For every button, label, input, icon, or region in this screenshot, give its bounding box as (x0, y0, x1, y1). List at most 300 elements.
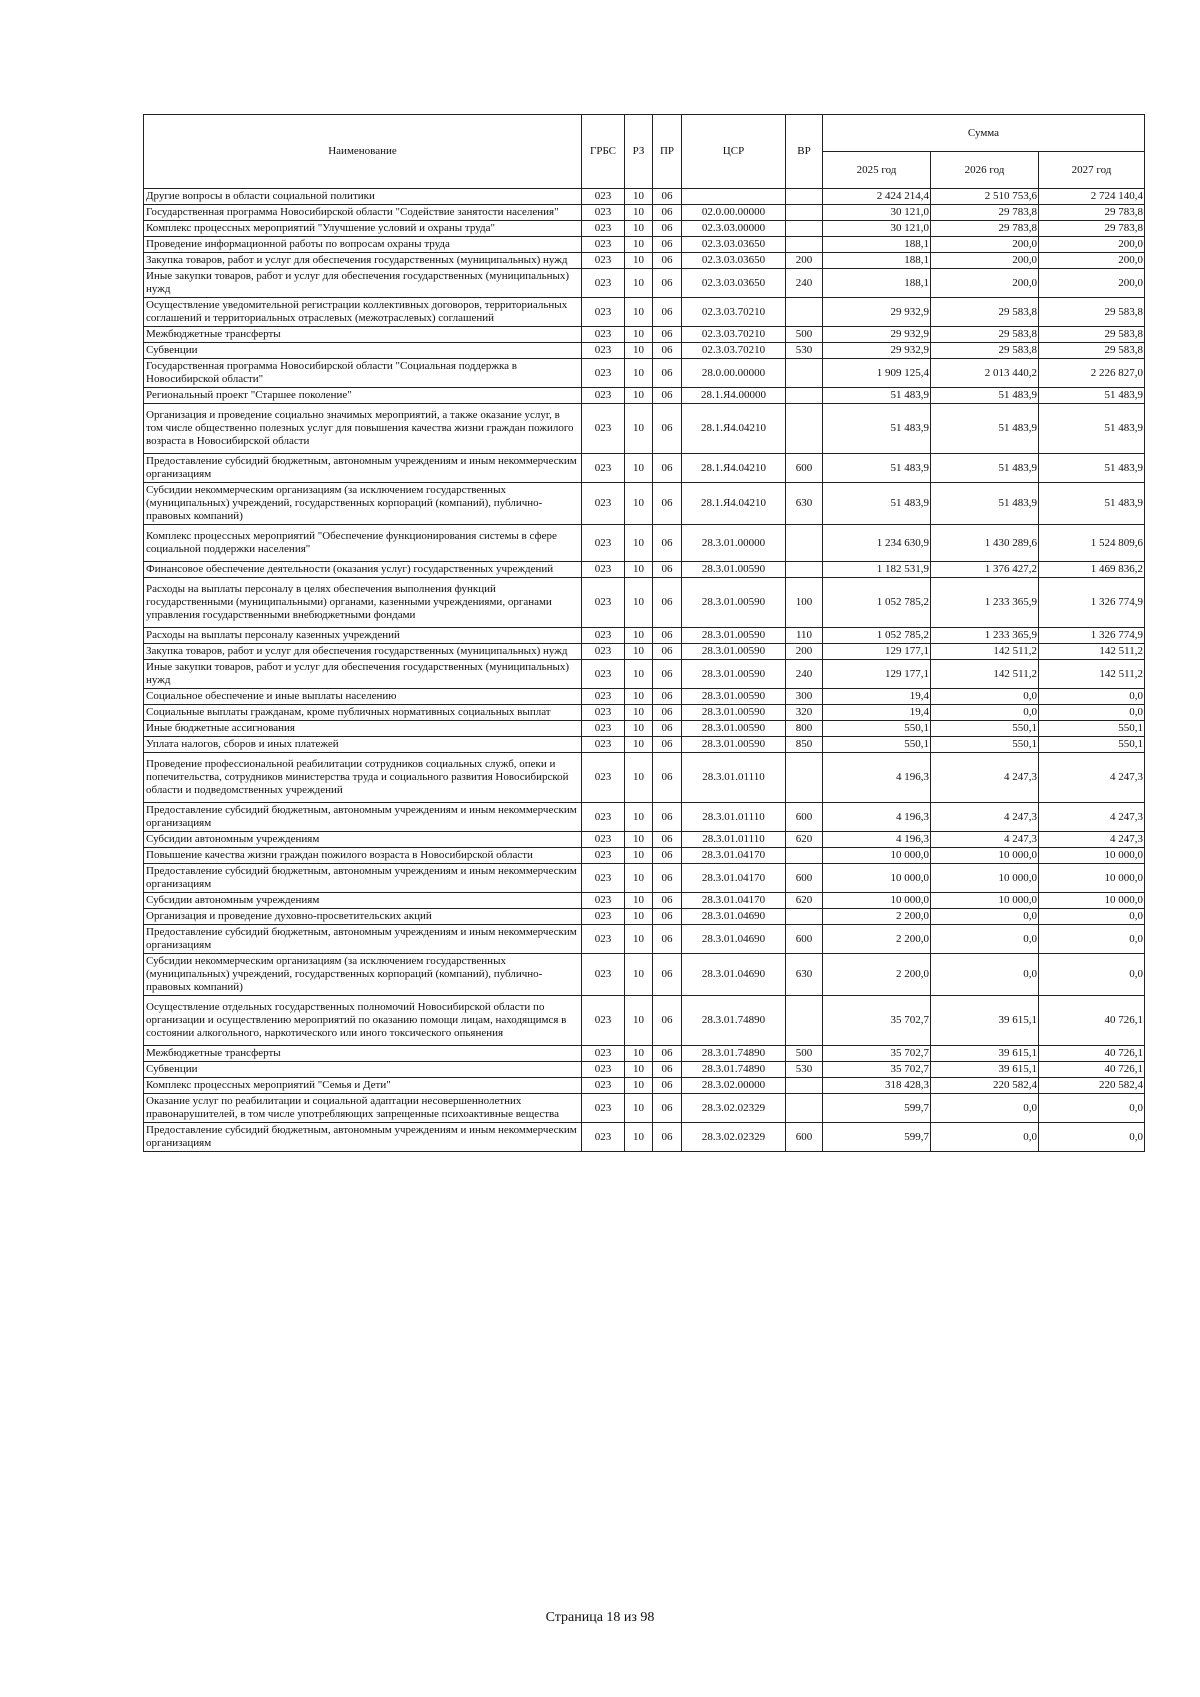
cell-grbs: 023 (582, 893, 625, 909)
cell-2027: 142 511,2 (1039, 644, 1145, 660)
cell-vr (786, 237, 823, 253)
cell-2027: 29 583,8 (1039, 343, 1145, 359)
cell-csr: 28.3.01.00590 (682, 721, 786, 737)
cell-pr: 06 (653, 189, 682, 205)
cell-grbs: 023 (582, 721, 625, 737)
cell-grbs: 023 (582, 925, 625, 954)
cell-csr: 28.3.01.04690 (682, 925, 786, 954)
table-row (144, 803, 1145, 832)
cell-rz: 10 (625, 189, 653, 205)
cell-2025: 4 196,3 (823, 832, 931, 848)
cell-csr: 28.3.01.74890 (682, 1046, 786, 1062)
cell-csr: 28.3.01.01110 (682, 753, 786, 803)
cell-2027: 142 511,2 (1039, 660, 1145, 689)
cell-name: Предоставление субсидий бюджетным, автономным учреждениям и иным некоммерческим организациям (144, 454, 582, 483)
cell-pr: 06 (653, 644, 682, 660)
cell-name: Социальное обеспечение и иные выплаты населению (144, 689, 582, 705)
cell-csr: 28.3.01.00590 (682, 562, 786, 578)
table-row (144, 221, 1145, 237)
cell-csr: 28.3.01.00590 (682, 578, 786, 628)
budget-table-page (143, 114, 1144, 1152)
cell-csr: 28.3.01.00590 (682, 705, 786, 721)
cell-csr: 28.3.01.00590 (682, 644, 786, 660)
cell-2026: 1 233 365,9 (931, 578, 1039, 628)
cell-2025: 10 000,0 (823, 864, 931, 893)
cell-2027: 1 326 774,9 (1039, 628, 1145, 644)
cell-2025: 51 483,9 (823, 454, 931, 483)
cell-pr: 06 (653, 327, 682, 343)
cell-2027: 0,0 (1039, 954, 1145, 996)
cell-rz: 10 (625, 1062, 653, 1078)
cell-2025: 51 483,9 (823, 483, 931, 525)
cell-grbs: 023 (582, 705, 625, 721)
cell-grbs: 023 (582, 237, 625, 253)
table-row (144, 1062, 1145, 1078)
table-row (144, 404, 1145, 454)
table-row (144, 237, 1145, 253)
cell-rz: 10 (625, 221, 653, 237)
cell-csr (682, 189, 786, 205)
cell-rz: 10 (625, 562, 653, 578)
cell-pr: 06 (653, 1078, 682, 1094)
cell-grbs: 023 (582, 189, 625, 205)
cell-name: Социальные выплаты гражданам, кроме публичных нормативных социальных выплат (144, 705, 582, 721)
cell-2026: 0,0 (931, 925, 1039, 954)
cell-vr (786, 909, 823, 925)
cell-csr: 28.3.01.01110 (682, 832, 786, 848)
cell-2026: 39 615,1 (931, 1046, 1039, 1062)
cell-2025: 10 000,0 (823, 848, 931, 864)
cell-vr (786, 562, 823, 578)
cell-name: Предоставление субсидий бюджетным, автономным учреждениям и иным некоммерческим организациям (144, 864, 582, 893)
cell-pr: 06 (653, 388, 682, 404)
cell-rz: 10 (625, 525, 653, 562)
table-row (144, 1094, 1145, 1123)
cell-csr: 28.3.01.00590 (682, 660, 786, 689)
cell-2025: 1 052 785,2 (823, 628, 931, 644)
cell-2026: 0,0 (931, 689, 1039, 705)
cell-2025: 19,4 (823, 689, 931, 705)
cell-2026: 4 247,3 (931, 832, 1039, 848)
table-row (144, 644, 1145, 660)
cell-rz: 10 (625, 954, 653, 996)
cell-csr: 02.3.03.03650 (682, 253, 786, 269)
cell-grbs: 023 (582, 1062, 625, 1078)
cell-grbs: 023 (582, 954, 625, 996)
cell-name: Государственная программа Новосибирской области "Содействие занятости населения" (144, 205, 582, 221)
cell-csr: 28.3.01.00590 (682, 628, 786, 644)
cell-2026: 0,0 (931, 1094, 1039, 1123)
cell-rz: 10 (625, 1078, 653, 1094)
cell-2025: 4 196,3 (823, 803, 931, 832)
cell-2026: 220 582,4 (931, 1078, 1039, 1094)
cell-grbs: 023 (582, 996, 625, 1046)
cell-grbs: 023 (582, 1046, 625, 1062)
table-row (144, 562, 1145, 578)
cell-pr: 06 (653, 1123, 682, 1152)
cell-2027: 1 326 774,9 (1039, 578, 1145, 628)
cell-vr: 620 (786, 832, 823, 848)
cell-vr (786, 404, 823, 454)
cell-name: Иные закупки товаров, работ и услуг для обеспечения государственных (муниципальных) нужд (144, 660, 582, 689)
cell-2026: 51 483,9 (931, 454, 1039, 483)
cell-csr: 28.3.02.02329 (682, 1094, 786, 1123)
cell-rz: 10 (625, 269, 653, 298)
cell-rz: 10 (625, 327, 653, 343)
table-row (144, 327, 1145, 343)
cell-pr: 06 (653, 221, 682, 237)
header-year-2027: 2027 год (1039, 152, 1145, 189)
cell-name: Закупка товаров, работ и услуг для обеспечения государственных (муниципальных) нужд (144, 253, 582, 269)
cell-2025: 2 200,0 (823, 925, 931, 954)
cell-vr: 600 (786, 454, 823, 483)
cell-rz: 10 (625, 343, 653, 359)
cell-rz: 10 (625, 660, 653, 689)
cell-2026: 200,0 (931, 253, 1039, 269)
cell-vr (786, 221, 823, 237)
cell-grbs: 023 (582, 343, 625, 359)
cell-name: Субвенции (144, 1062, 582, 1078)
cell-csr: 02.3.03.00000 (682, 221, 786, 237)
cell-name: Уплата налогов, сборов и иных платежей (144, 737, 582, 753)
cell-csr: 28.3.01.01110 (682, 803, 786, 832)
header-csr: ЦСР (682, 115, 786, 189)
budget-table (143, 114, 1145, 1152)
cell-grbs: 023 (582, 737, 625, 753)
cell-csr: 28.3.01.74890 (682, 1062, 786, 1078)
cell-2027: 0,0 (1039, 1094, 1145, 1123)
cell-grbs: 023 (582, 848, 625, 864)
cell-2026: 200,0 (931, 269, 1039, 298)
cell-pr: 06 (653, 628, 682, 644)
table-row (144, 1123, 1145, 1152)
cell-2025: 1 182 531,9 (823, 562, 931, 578)
table-row (144, 832, 1145, 848)
cell-2026: 142 511,2 (931, 644, 1039, 660)
cell-pr: 06 (653, 864, 682, 893)
cell-rz: 10 (625, 1094, 653, 1123)
cell-2025: 35 702,7 (823, 1046, 931, 1062)
cell-rz: 10 (625, 628, 653, 644)
cell-name: Предоставление субсидий бюджетным, автономным учреждениям и иным некоммерческим организациям (144, 803, 582, 832)
cell-grbs: 023 (582, 832, 625, 848)
cell-vr: 600 (786, 1123, 823, 1152)
cell-vr (786, 189, 823, 205)
cell-name: Иные закупки товаров, работ и услуг для обеспечения государственных (муниципальных) нужд (144, 269, 582, 298)
cell-2027: 10 000,0 (1039, 848, 1145, 864)
cell-pr: 06 (653, 578, 682, 628)
cell-2027: 550,1 (1039, 721, 1145, 737)
cell-grbs: 023 (582, 269, 625, 298)
table-row (144, 705, 1145, 721)
cell-2026: 51 483,9 (931, 404, 1039, 454)
cell-2025: 29 932,9 (823, 327, 931, 343)
header-year-2025: 2025 год (823, 152, 931, 189)
cell-pr: 06 (653, 1094, 682, 1123)
cell-name: Межбюджетные трансферты (144, 1046, 582, 1062)
cell-2026: 10 000,0 (931, 864, 1039, 893)
cell-csr: 28.3.01.04690 (682, 954, 786, 996)
cell-rz: 10 (625, 864, 653, 893)
cell-grbs: 023 (582, 660, 625, 689)
cell-grbs: 023 (582, 205, 625, 221)
cell-csr: 02.0.00.00000 (682, 205, 786, 221)
cell-2027: 2 226 827,0 (1039, 359, 1145, 388)
cell-pr: 06 (653, 483, 682, 525)
cell-grbs: 023 (582, 1078, 625, 1094)
cell-2025: 599,7 (823, 1123, 931, 1152)
table-row (144, 189, 1145, 205)
cell-grbs: 023 (582, 454, 625, 483)
cell-vr: 800 (786, 721, 823, 737)
cell-csr: 02.3.03.03650 (682, 237, 786, 253)
cell-rz: 10 (625, 848, 653, 864)
table-row (144, 689, 1145, 705)
cell-2027: 4 247,3 (1039, 753, 1145, 803)
cell-name: Предоставление субсидий бюджетным, автономным учреждениям и иным некоммерческим организациям (144, 925, 582, 954)
cell-name: Другие вопросы в области социальной политики (144, 189, 582, 205)
cell-pr: 06 (653, 705, 682, 721)
cell-name: Субвенции (144, 343, 582, 359)
table-body (144, 189, 1145, 1152)
header-name: Наименование (144, 115, 582, 189)
cell-pr: 06 (653, 343, 682, 359)
cell-2025: 51 483,9 (823, 404, 931, 454)
cell-grbs: 023 (582, 404, 625, 454)
cell-2027: 220 582,4 (1039, 1078, 1145, 1094)
cell-2027: 40 726,1 (1039, 1046, 1145, 1062)
cell-2025: 1 909 125,4 (823, 359, 931, 388)
cell-pr: 06 (653, 525, 682, 562)
cell-vr: 500 (786, 1046, 823, 1062)
cell-rz: 10 (625, 737, 653, 753)
cell-2025: 129 177,1 (823, 644, 931, 660)
cell-pr: 06 (653, 996, 682, 1046)
cell-vr: 300 (786, 689, 823, 705)
cell-2026: 200,0 (931, 237, 1039, 253)
cell-csr: 28.3.01.00590 (682, 737, 786, 753)
cell-2027: 4 247,3 (1039, 803, 1145, 832)
cell-name: Субсидии автономным учреждениям (144, 893, 582, 909)
cell-vr: 320 (786, 705, 823, 721)
cell-pr: 06 (653, 269, 682, 298)
cell-rz: 10 (625, 578, 653, 628)
cell-rz: 10 (625, 1123, 653, 1152)
cell-2026: 10 000,0 (931, 848, 1039, 864)
table-row (144, 253, 1145, 269)
cell-csr: 02.3.03.03650 (682, 269, 786, 298)
cell-pr: 06 (653, 562, 682, 578)
cell-2025: 550,1 (823, 721, 931, 737)
table-row (144, 578, 1145, 628)
cell-2026: 0,0 (931, 705, 1039, 721)
cell-pr: 06 (653, 454, 682, 483)
cell-vr: 630 (786, 954, 823, 996)
cell-vr: 240 (786, 269, 823, 298)
cell-grbs: 023 (582, 253, 625, 269)
cell-grbs: 023 (582, 298, 625, 327)
cell-name: Закупка товаров, работ и услуг для обеспечения государственных (муниципальных) нужд (144, 644, 582, 660)
cell-vr (786, 359, 823, 388)
cell-csr: 28.3.01.74890 (682, 996, 786, 1046)
cell-2025: 51 483,9 (823, 388, 931, 404)
cell-rz: 10 (625, 483, 653, 525)
cell-pr: 06 (653, 1046, 682, 1062)
cell-2027: 51 483,9 (1039, 483, 1145, 525)
cell-2027: 550,1 (1039, 737, 1145, 753)
cell-2025: 2 200,0 (823, 909, 931, 925)
cell-csr: 28.3.01.00000 (682, 525, 786, 562)
cell-grbs: 023 (582, 578, 625, 628)
cell-csr: 28.1.Я4.04210 (682, 483, 786, 525)
cell-vr: 500 (786, 327, 823, 343)
cell-pr: 06 (653, 404, 682, 454)
table-row (144, 753, 1145, 803)
cell-vr: 630 (786, 483, 823, 525)
table-row (144, 909, 1145, 925)
cell-name: Комплекс процессных мероприятий "Обеспечение функционирования системы в сфере социальной поддержки населения" (144, 525, 582, 562)
cell-name: Региональный проект "Старшее поколение" (144, 388, 582, 404)
cell-csr: 28.3.01.04690 (682, 909, 786, 925)
header-pr: ПР (653, 115, 682, 189)
cell-vr (786, 525, 823, 562)
cell-2026: 51 483,9 (931, 388, 1039, 404)
cell-rz: 10 (625, 253, 653, 269)
cell-vr (786, 298, 823, 327)
cell-2025: 10 000,0 (823, 893, 931, 909)
cell-2027: 10 000,0 (1039, 864, 1145, 893)
cell-2026: 2 510 753,6 (931, 189, 1039, 205)
cell-2027: 40 726,1 (1039, 1062, 1145, 1078)
table-row (144, 893, 1145, 909)
cell-rz: 10 (625, 996, 653, 1046)
cell-2027: 40 726,1 (1039, 996, 1145, 1046)
cell-vr (786, 388, 823, 404)
cell-vr: 110 (786, 628, 823, 644)
cell-vr (786, 1094, 823, 1123)
table-row (144, 298, 1145, 327)
cell-rz: 10 (625, 359, 653, 388)
cell-pr: 06 (653, 803, 682, 832)
cell-grbs: 023 (582, 359, 625, 388)
cell-vr: 200 (786, 253, 823, 269)
cell-2026: 39 615,1 (931, 996, 1039, 1046)
cell-grbs: 023 (582, 525, 625, 562)
header-vr: ВР (786, 115, 823, 189)
cell-grbs: 023 (582, 327, 625, 343)
cell-2026: 1 376 427,2 (931, 562, 1039, 578)
cell-2027: 51 483,9 (1039, 404, 1145, 454)
cell-2025: 30 121,0 (823, 205, 931, 221)
cell-vr (786, 753, 823, 803)
table-row (144, 483, 1145, 525)
cell-rz: 10 (625, 689, 653, 705)
cell-grbs: 023 (582, 1123, 625, 1152)
cell-2027: 200,0 (1039, 269, 1145, 298)
cell-grbs: 023 (582, 803, 625, 832)
cell-2026: 29 583,8 (931, 298, 1039, 327)
cell-2027: 1 469 836,2 (1039, 562, 1145, 578)
cell-2026: 29 783,8 (931, 205, 1039, 221)
cell-rz: 10 (625, 721, 653, 737)
cell-name: Расходы на выплаты персоналу в целях обеспечения выполнения функций государственными (муниципальными) органами, казенными учреждениями, органами управления государственными внебюджетными фондами (144, 578, 582, 628)
cell-csr: 28.3.01.04170 (682, 893, 786, 909)
cell-vr: 100 (786, 578, 823, 628)
table-row (144, 454, 1145, 483)
cell-rz: 10 (625, 925, 653, 954)
cell-vr (786, 996, 823, 1046)
cell-rz: 10 (625, 893, 653, 909)
cell-csr: 28.3.01.04170 (682, 848, 786, 864)
cell-vr: 530 (786, 1062, 823, 1078)
header-grbs: ГРБС (582, 115, 625, 189)
cell-name: Субсидии некоммерческим организациям (за исключением государственных (муниципальных) учреждений, государственных корпораций (компаний), публично-правовых компаний) (144, 483, 582, 525)
cell-rz: 10 (625, 832, 653, 848)
cell-2026: 550,1 (931, 737, 1039, 753)
cell-2025: 188,1 (823, 253, 931, 269)
cell-rz: 10 (625, 298, 653, 327)
cell-csr: 28.3.01.00590 (682, 689, 786, 705)
cell-2026: 10 000,0 (931, 893, 1039, 909)
cell-name: Иные бюджетные ассигнования (144, 721, 582, 737)
cell-2026: 0,0 (931, 1123, 1039, 1152)
cell-pr: 06 (653, 737, 682, 753)
cell-2026: 1 430 289,6 (931, 525, 1039, 562)
cell-2025: 4 196,3 (823, 753, 931, 803)
cell-rz: 10 (625, 205, 653, 221)
table-row (144, 343, 1145, 359)
cell-name: Предоставление субсидий бюджетным, автономным учреждениям и иным некоммерческим организациям (144, 1123, 582, 1152)
cell-grbs: 023 (582, 221, 625, 237)
cell-csr: 28.3.02.02329 (682, 1123, 786, 1152)
cell-csr: 28.1.Я4.04210 (682, 454, 786, 483)
cell-2025: 129 177,1 (823, 660, 931, 689)
cell-pr: 06 (653, 909, 682, 925)
cell-pr: 06 (653, 1062, 682, 1078)
cell-2027: 10 000,0 (1039, 893, 1145, 909)
cell-pr: 06 (653, 205, 682, 221)
cell-rz: 10 (625, 454, 653, 483)
page-number: Страница 18 из 98 (545, 1610, 655, 1625)
cell-vr: 600 (786, 803, 823, 832)
table-row (144, 660, 1145, 689)
table-row (144, 996, 1145, 1046)
cell-2027: 200,0 (1039, 253, 1145, 269)
cell-2025: 35 702,7 (823, 1062, 931, 1078)
cell-vr (786, 205, 823, 221)
cell-2027: 200,0 (1039, 237, 1145, 253)
cell-2025: 2 424 214,4 (823, 189, 931, 205)
cell-grbs: 023 (582, 909, 625, 925)
table-row (144, 359, 1145, 388)
table-row (144, 628, 1145, 644)
cell-csr: 28.3.02.00000 (682, 1078, 786, 1094)
cell-2027: 0,0 (1039, 705, 1145, 721)
cell-csr: 02.3.03.70210 (682, 343, 786, 359)
cell-grbs: 023 (582, 1094, 625, 1123)
cell-rz: 10 (625, 909, 653, 925)
cell-pr: 06 (653, 253, 682, 269)
cell-pr: 06 (653, 893, 682, 909)
cell-vr (786, 848, 823, 864)
table-row (144, 1078, 1145, 1094)
cell-grbs: 023 (582, 753, 625, 803)
cell-2025: 1 052 785,2 (823, 578, 931, 628)
cell-name: Оказание услуг по реабилитации и социальной адаптации несовершеннолетних правонарушителей, в том числе употребляющих запрещенные психоактивные вещества (144, 1094, 582, 1123)
cell-vr: 240 (786, 660, 823, 689)
cell-pr: 06 (653, 753, 682, 803)
cell-2027: 0,0 (1039, 1123, 1145, 1152)
